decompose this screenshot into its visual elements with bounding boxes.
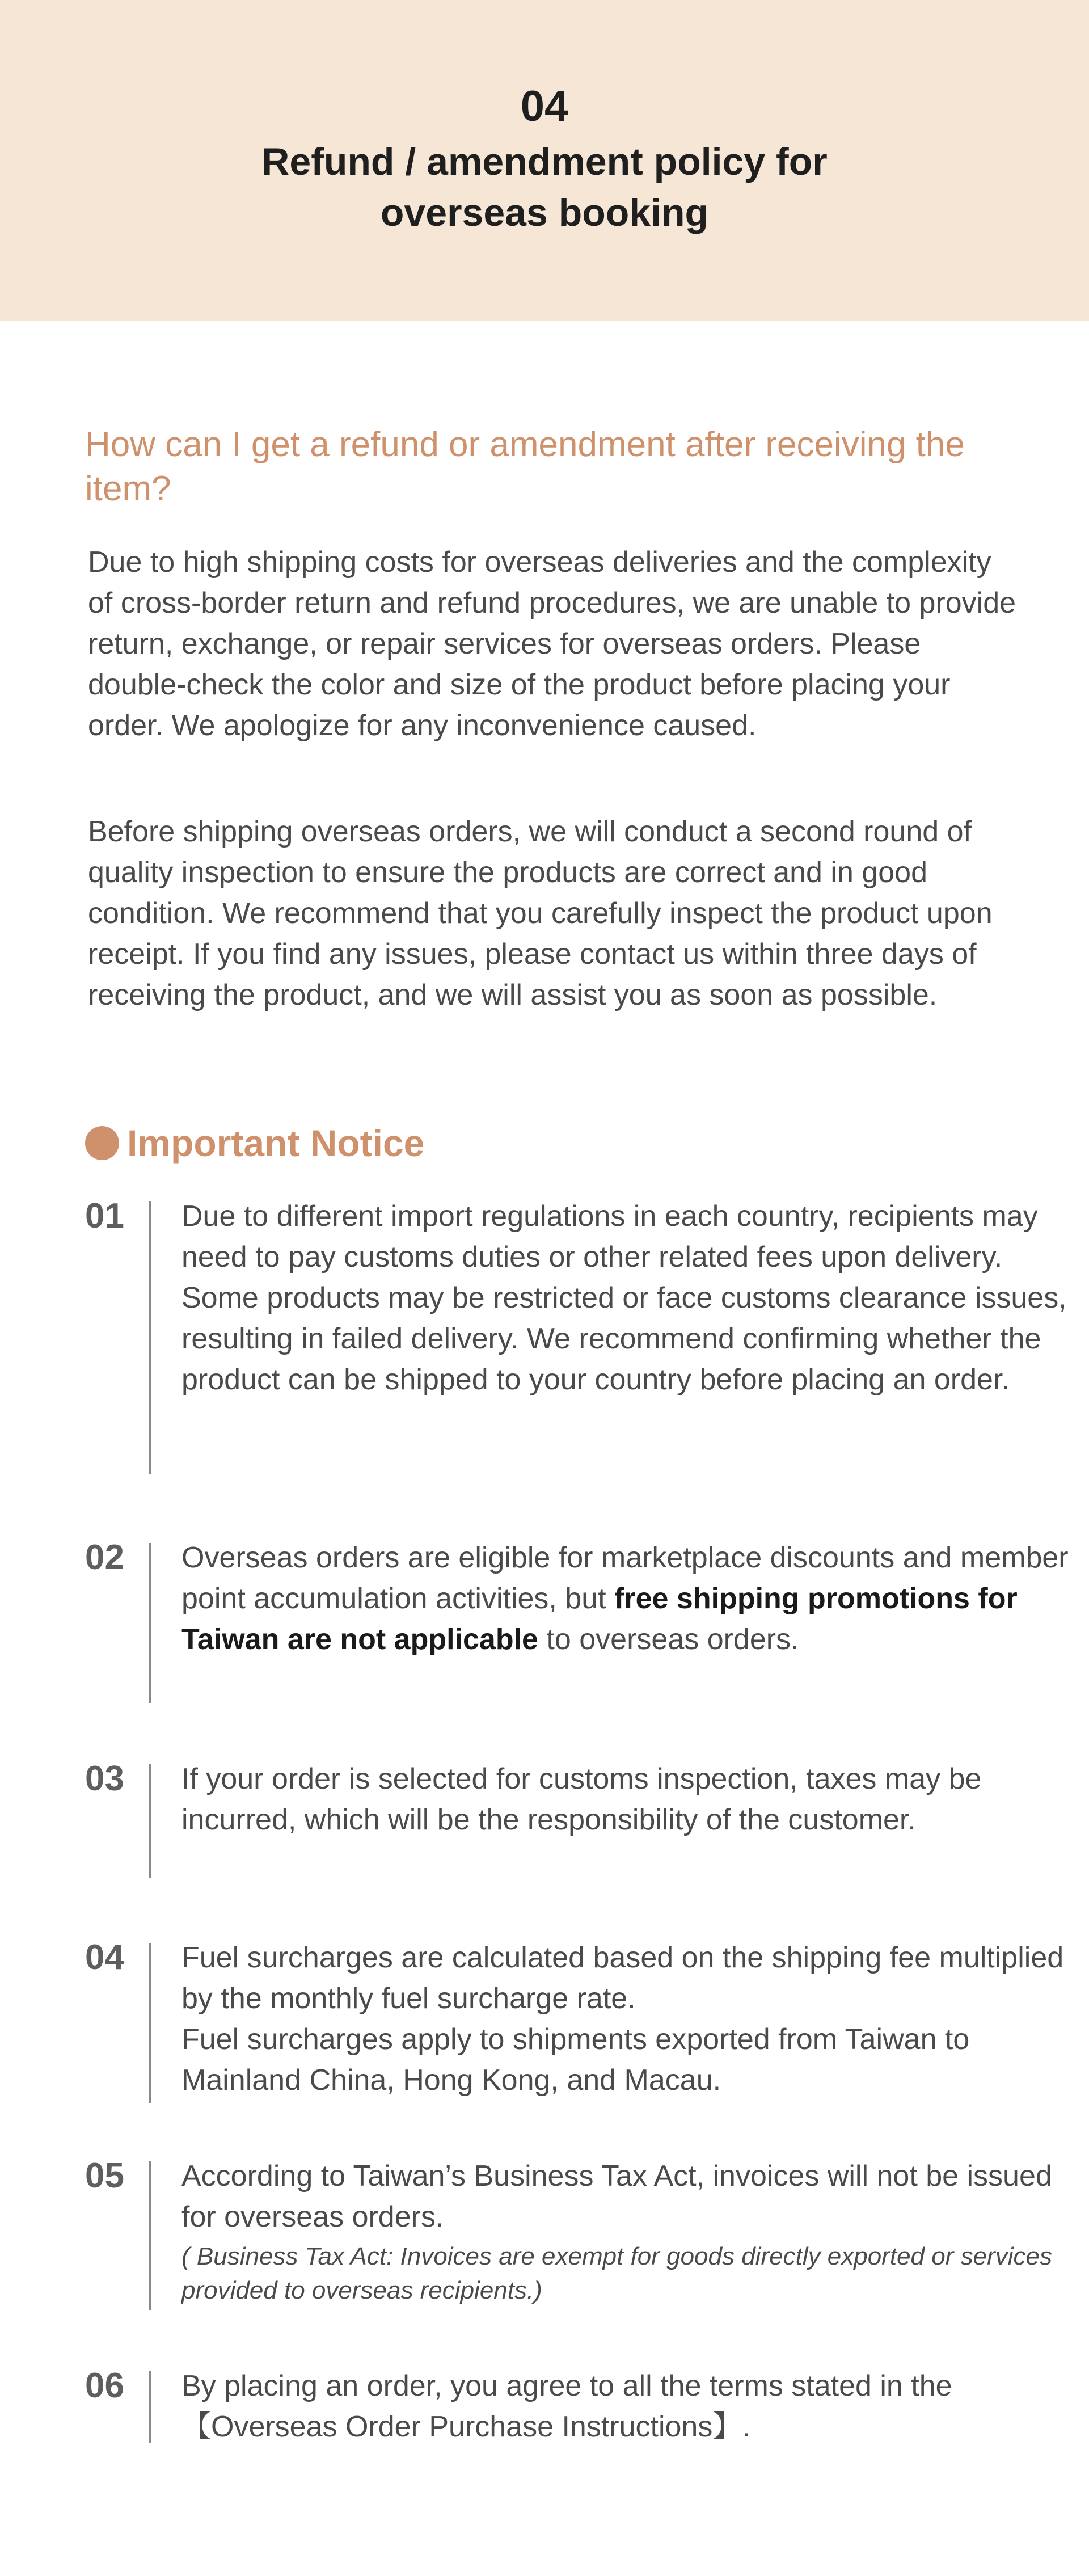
- notice-item-number: 03: [85, 1759, 124, 1798]
- faq-paragraph-2: Before shipping overseas orders, we will conduct a second round of quality inspection to ensure the products are correct and in good condition. We recommend that you carefully inspect the product upon receipt. If you find any issues, please contact us within three days of receiving the product, and we will assist you as soon as possible.: [88, 815, 993, 1011]
- notice-item-line: Fuel surcharges are calculated based on the shipping fee multiplied by the monthly fuel surcharge rate.: [182, 1941, 1064, 2015]
- notice-item-text: [182, 1196, 1089, 1400]
- divider: [149, 1201, 151, 1474]
- notice-item-line: Some products may be restricted or face customs clearance issues, resulting in failed delivery. We recommend confirming whether the product can be shipped to your country before placing an order.: [182, 1281, 1067, 1396]
- notice-item-number: 02: [85, 1538, 124, 1577]
- faq-paragraph-1: Due to high shipping costs for overseas deliveries and the complexity of cross-border return and refund procedures, we are unable to provide return, exchange, or repair services for overseas orders. Please double-check the color and size of the product before placing your order. We apologize for any inconvenience caused.: [88, 546, 1016, 742]
- divider: [149, 2161, 151, 2310]
- notice-text-segment: Overseas orders are eligible for marketplace discounts and member point accumulation activities, but: [182, 1541, 1069, 1615]
- divider: [149, 1943, 151, 2103]
- notice-item-number: 05: [85, 2156, 124, 2195]
- notice-item-number: 06: [85, 2366, 124, 2405]
- section-header: [0, 0, 1089, 321]
- important-notice-heading: [85, 1115, 424, 1171]
- notice-item-line: [182, 1537, 1089, 1660]
- notice-item-line: By placing an order, you agree to all the terms stated in the【Overseas Order Purchase Instructions】.: [182, 2370, 952, 2443]
- notice-text-segment: to overseas orders.: [538, 1623, 799, 1656]
- notice-item-text: [182, 1537, 1089, 1660]
- notice-text-bold: free shipping promotions for Taiwan are not applicable: [182, 1582, 1018, 1656]
- notice-item-text: [182, 1759, 1089, 1840]
- faq-question: How can I get a refund or amendment after receiving the item?: [85, 425, 965, 508]
- section-title: Refund / amendment policy for overseas booking: [261, 140, 828, 234]
- divider: [149, 2371, 151, 2443]
- important-notice-title: Important Notice: [127, 1122, 425, 1164]
- notice-item-note: ( Business Tax Act: Invoices are exempt for goods directly exported or services provided to overseas recipients.): [182, 2242, 1052, 2304]
- bullet-dot-icon: [85, 1126, 119, 1160]
- notice-item-number: 01: [85, 1196, 124, 1236]
- notice-item-line: If your order is selected for customs inspection, taxes may be incurred, which will be the responsibility of the customer.: [182, 1763, 982, 1836]
- divider: [149, 1543, 151, 1703]
- notice-item-text: [182, 2156, 1089, 2308]
- notice-item-text: [182, 1937, 1089, 2101]
- notice-item-text: [182, 2366, 1089, 2447]
- section-number: 04: [520, 82, 569, 130]
- divider: [149, 1764, 151, 1878]
- notice-item-line: Due to different import regulations in each country, recipients may need to pay customs duties or other related fees upon delivery.: [182, 1200, 1038, 1274]
- notice-item-line: Fuel surcharges apply to shipments exported from Taiwan to Mainland China, Hong Kong, and Macau.: [182, 2023, 970, 2097]
- notice-item-number: 04: [85, 1938, 124, 1977]
- notice-item-line: According to Taiwan’s Business Tax Act, invoices will not be issued for overseas orders.: [182, 2160, 1052, 2233]
